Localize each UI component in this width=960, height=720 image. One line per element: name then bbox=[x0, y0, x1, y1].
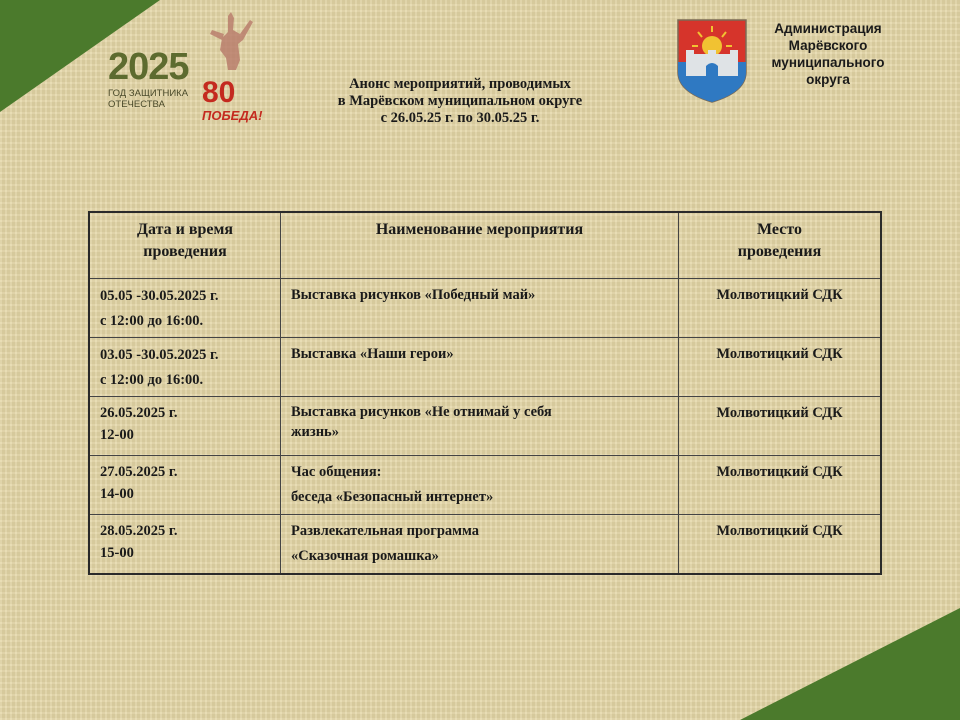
row-date-cell bbox=[89, 456, 281, 515]
row-name-line1: Выставка рисунков «Победный май» bbox=[291, 287, 536, 303]
logo-year: 2025 bbox=[108, 46, 189, 88]
row-time: с 12:00 до 16:00. bbox=[100, 372, 204, 388]
header-date-line1: Дата и время bbox=[136, 221, 234, 238]
row-time: 14-00 bbox=[100, 486, 134, 502]
table-row bbox=[89, 279, 881, 338]
header-place-line2: проведения bbox=[737, 243, 822, 260]
row-name-cell bbox=[281, 279, 679, 338]
row-name-cell bbox=[281, 515, 679, 575]
victory-80-logo bbox=[198, 10, 270, 125]
row-date: 03.05 -30.05.2025 г. bbox=[100, 347, 219, 363]
row-name-line1: Развлекательная программа bbox=[291, 523, 480, 539]
victory-word: ПОБЕДА! bbox=[202, 108, 263, 123]
row-date-cell bbox=[89, 279, 281, 338]
title-line2: в Марёвском муниципальном округе bbox=[337, 93, 583, 109]
row-place: Молвотицкий СДК bbox=[679, 515, 882, 575]
title-line1: Анонс мероприятий, проводимых bbox=[349, 76, 571, 92]
table-row bbox=[89, 338, 881, 397]
row-place: Молвотицкий СДК bbox=[679, 397, 882, 456]
year-of-defender-logo bbox=[100, 42, 196, 114]
row-time: 12-00 bbox=[100, 427, 134, 443]
row-place: Молвотицкий СДК bbox=[679, 338, 882, 397]
title-line3: с 26.05.25 г. по 30.05.25 г. bbox=[380, 110, 540, 126]
green-corner-bottom-right bbox=[740, 608, 960, 720]
header-place bbox=[679, 212, 882, 279]
row-name-line2: беседа «Безопасный интернет» bbox=[291, 489, 494, 505]
admin-line3: муниципального bbox=[771, 55, 885, 70]
row-date: 28.05.2025 г. bbox=[100, 523, 178, 539]
row-name-cell bbox=[281, 456, 679, 515]
admin-line1: Администрация bbox=[774, 21, 882, 36]
row-place: Молвотицкий СДК bbox=[679, 456, 882, 515]
header-date-line2: проведения bbox=[143, 243, 227, 260]
table-row bbox=[89, 397, 881, 456]
row-name-cell bbox=[281, 338, 679, 397]
row-time: с 12:00 до 16:00. bbox=[100, 313, 204, 329]
row-date: 26.05.2025 г. bbox=[100, 405, 178, 421]
row-name-line2: жизнь» bbox=[291, 424, 339, 440]
row-name-line2: «Сказочная ромашка» bbox=[291, 548, 439, 564]
table-header-row bbox=[89, 212, 881, 279]
logo-subtitle-line2: ОТЕЧЕСТВА bbox=[108, 99, 165, 110]
row-date: 27.05.2025 г. bbox=[100, 464, 178, 480]
administration-name bbox=[750, 20, 906, 88]
row-date-cell bbox=[89, 338, 281, 397]
table-row bbox=[89, 456, 881, 515]
logo-subtitle bbox=[108, 88, 188, 110]
row-date: 05.05 -30.05.2025 г. bbox=[100, 288, 219, 304]
coat-of-arms-icon bbox=[676, 18, 748, 104]
page-title bbox=[280, 76, 640, 127]
victory-number: 80 bbox=[202, 76, 236, 109]
row-place: Молвотицкий СДК bbox=[679, 279, 882, 338]
header-name: Наименование мероприятия bbox=[281, 212, 679, 279]
table-row bbox=[89, 515, 881, 575]
row-name-line1: Час общения: bbox=[291, 464, 382, 480]
row-name-line1: Выставка «Наши герои» bbox=[291, 346, 454, 362]
row-name-line1: Выставка рисунков «Не отнимай у себя bbox=[291, 404, 552, 420]
logo-subtitle-line1: ГОД ЗАЩИТНИКА bbox=[108, 88, 189, 99]
row-date-cell bbox=[89, 397, 281, 456]
admin-line2: Марёвского bbox=[788, 38, 868, 53]
header-place-line1: Место bbox=[757, 221, 802, 238]
row-date-cell bbox=[89, 515, 281, 575]
events-table bbox=[88, 211, 882, 575]
admin-line4: округа bbox=[806, 72, 850, 87]
header-date bbox=[89, 212, 281, 279]
row-name-cell bbox=[281, 397, 679, 456]
row-time: 15-00 bbox=[100, 545, 134, 561]
